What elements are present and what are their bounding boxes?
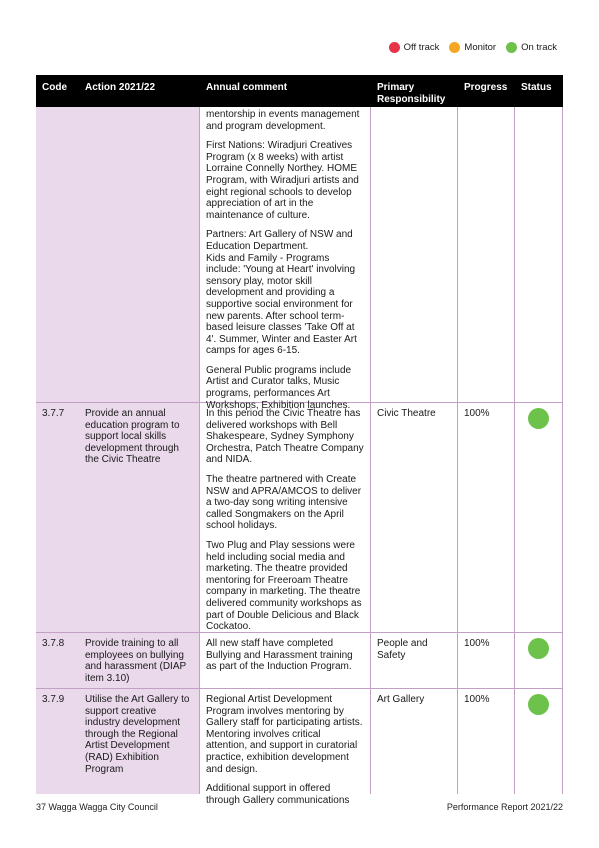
legend-label: Off track <box>403 42 440 53</box>
table-row <box>36 403 563 633</box>
comment-paragraph: The theatre partnered with Create NSW and APRA/AMCOS to deliver a two-day song writing intensive called Songmakers on the April school holidays. <box>206 473 362 532</box>
header-responsibility: Primary Responsibility <box>377 82 446 105</box>
status-legend <box>389 42 557 53</box>
row-status <box>515 107 563 402</box>
row-comment <box>200 689 371 806</box>
row-progress: 100% <box>458 689 515 794</box>
comment-paragraph: Additional support in offered through Gallery communications <box>206 783 350 806</box>
header-status: Status <box>521 82 552 93</box>
header-action: Action 2021/22 <box>85 82 156 93</box>
table-header <box>36 75 563 107</box>
row-action <box>79 107 200 402</box>
legend-label: Monitor <box>464 42 497 53</box>
row-action: Provide training to all employees on bullying and harassment (DIAP item 3.10) <box>79 633 200 688</box>
row-status <box>515 689 563 794</box>
row-responsibility: Civic Theatre <box>371 403 458 632</box>
table-row <box>36 689 563 806</box>
row-comment <box>200 107 371 411</box>
page-footer <box>36 802 563 812</box>
red-dot-icon <box>389 42 400 53</box>
comment-text: Partners: Art Gallery of NSW and Education Department. <box>206 229 353 252</box>
legend-on-track <box>506 42 557 53</box>
comment-paragraph: Two Plug and Play sessions were held including social media and marketing. The theatre provided mentoring for Freeroam Theatre company in marketing. The theatre delivered community workshops as part of Double Delicious and Black Cockatoo. <box>206 539 362 633</box>
comment-paragraph <box>206 229 364 357</box>
legend-off-track <box>389 42 440 53</box>
comment-paragraph: Regional Artist Development Program involves mentoring by Gallery staff for participating artists. Mentoring involves critical attention, and support in curatorial practice, exhibition development and design. <box>206 694 363 775</box>
row-code <box>36 107 79 402</box>
footer-report-title: Performance Report 2021/22 <box>446 802 563 812</box>
row-action: Provide an annual education program to support local skills development through the Civic Theatre <box>79 403 200 632</box>
legend-monitor <box>449 42 496 53</box>
footer-page-label: 37 Wagga Wagga City Council <box>36 802 158 812</box>
header-code: Code <box>42 82 67 93</box>
row-progress: 100% <box>458 633 515 688</box>
comment-paragraph: All new staff have completed Bullying and Harassment training as part of the Induction Program. <box>206 638 353 673</box>
row-responsibility <box>371 107 458 402</box>
row-responsibility: People and Safety <box>371 633 458 688</box>
comment-text: Kids and Family - Programs include: 'Young at Heart' involving sensory play, motor skill development and providing a supportive social environment for new parents. After school term-based leisure classes 'Take Off at 4'. Summer, Winter and Easter Art camps for ages 6-15. <box>206 252 357 357</box>
header-progress: Progress <box>464 82 508 93</box>
comment-paragraph: mentorship in events management and program development. <box>206 109 360 132</box>
legend-label: On track <box>521 42 557 53</box>
row-status <box>515 403 563 632</box>
comment-paragraph: In this period the Civic Theatre has delivered workshops with Bell Shakespeare, Sydney Symphony Orchestra, Patch Theatre Company and NIDA. <box>206 408 364 466</box>
row-status <box>515 633 563 688</box>
row-progress: 100% <box>458 403 515 632</box>
comment-paragraph: First Nations: Wiradjuri Creatives Program (x 8 weeks) with artist Lorraine Connelly Northey. HOME Program, with Wiradjuri artists and eight regional schools to develop appreciation of art in the maintenance of culture. <box>206 140 359 221</box>
header-comment: Annual comment <box>206 82 288 93</box>
table-row <box>36 633 563 689</box>
row-code: 3.7.9 <box>36 689 79 794</box>
performance-table <box>36 75 563 806</box>
on-track-status-icon <box>528 638 549 659</box>
row-comment <box>200 633 371 688</box>
row-action: Utilise the Art Gallery to support creative industry development through the Regional Artist Development (RAD) Exhibition Program <box>79 689 200 794</box>
green-dot-icon <box>506 42 517 53</box>
row-responsibility: Art Gallery <box>371 689 458 794</box>
on-track-status-icon <box>528 408 549 429</box>
row-code: 3.7.7 <box>36 403 79 632</box>
table-row <box>36 107 563 411</box>
orange-dot-icon <box>449 42 460 53</box>
row-progress <box>458 107 515 402</box>
row-comment <box>200 403 371 632</box>
on-track-status-icon <box>528 694 549 715</box>
comment-paragraph: General Public programs include Artist and Curator talks, Music programs, performances Art Workshops, Exhibition launches. <box>206 364 352 411</box>
row-code: 3.7.8 <box>36 633 79 688</box>
